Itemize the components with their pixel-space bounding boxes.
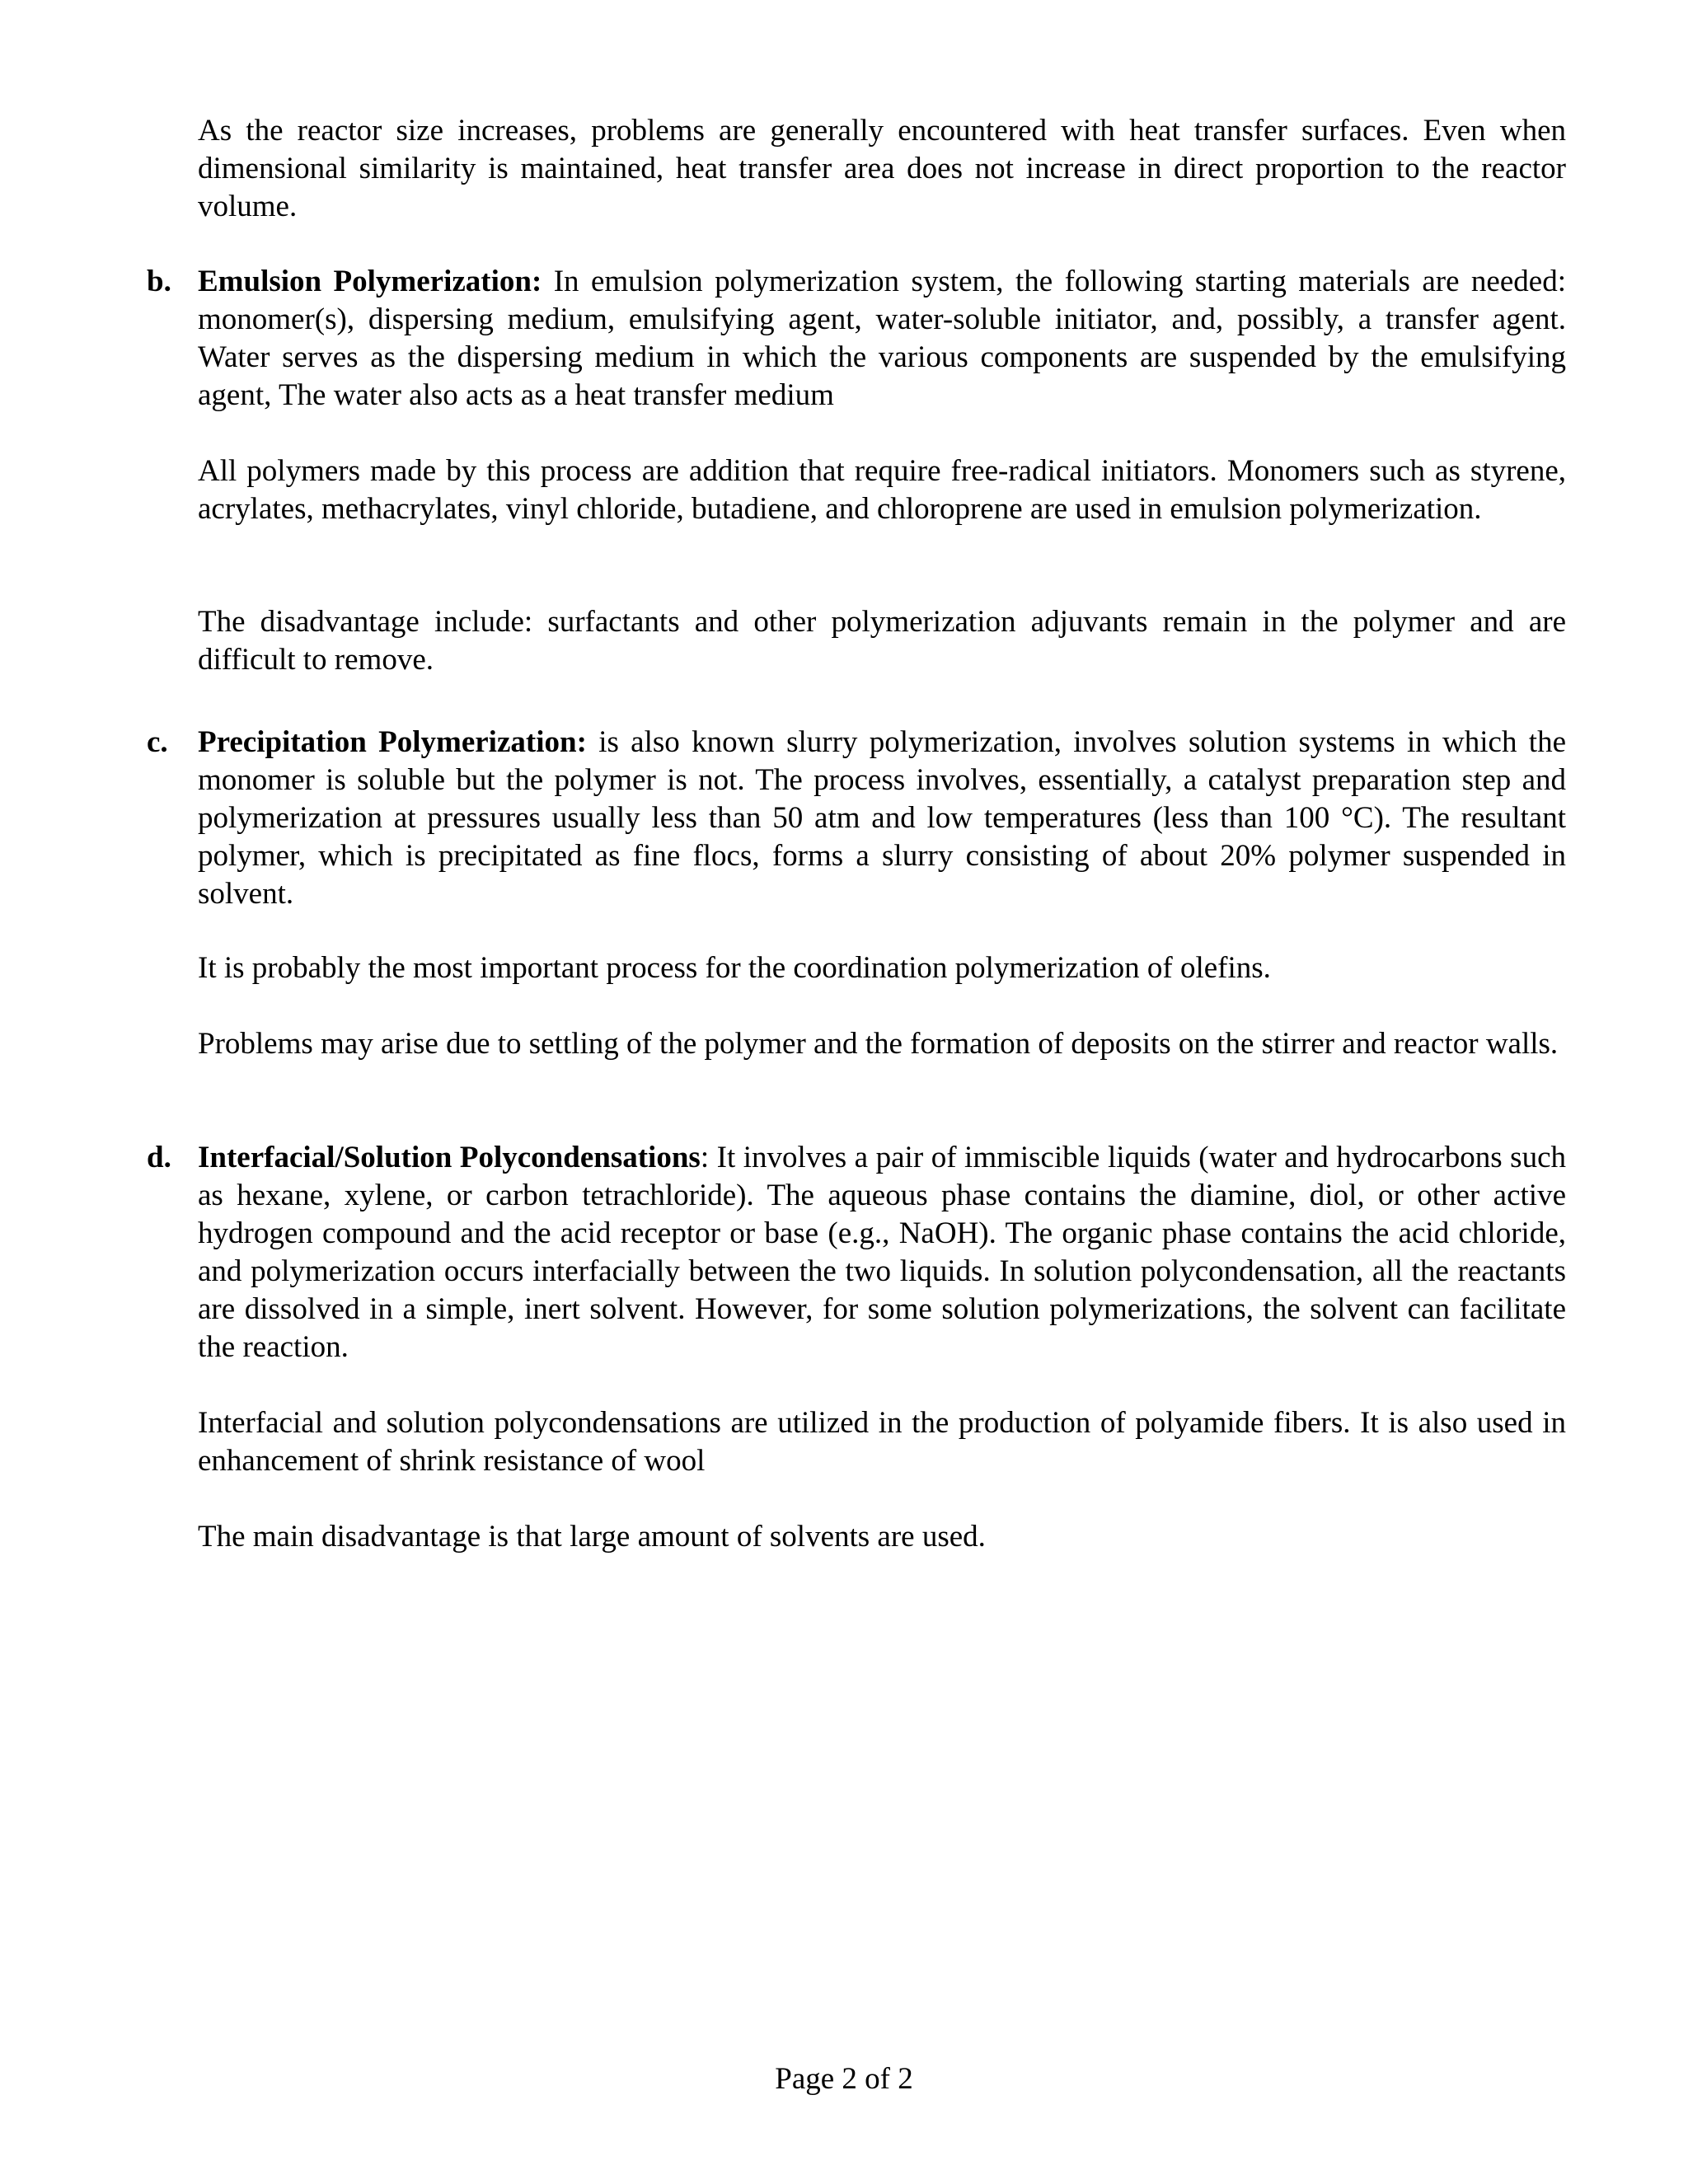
section-text-precipitation: is also known slurry polymerization, involves solution systems in which the monomer is soluble but the polymer is not. The process involves, essentially, a catalyst preparation step and polymerization at pressures usually less than 50 atm and low temperatures (less than 100 °C). The resultant polymer, which is precipitated as fine flocs, forms a slurry consisting of about 20% polymer suspended in solvent. [198,725,1566,911]
section-title-precipitation: Precipitation Polymerization: [198,725,587,759]
section-precipitation-polymerization [198,724,1566,913]
list-marker-b: b. [147,265,171,298]
paragraph-emulsion-disadvantage: The disadvantage include: surfactants and other polymerization adjuvants remain in the polymer and are difficult to remove. [198,605,1566,677]
paragraph-interfacial-uses: Interfacial and solution polycondensations are utilized in the production of polyamide fibers. It is also used in enhancement of shrink resistance of wool [198,1406,1566,1478]
list-marker-c: c. [147,725,168,759]
paragraph-precipitation-problems: Problems may arise due to settling of the polymer and the formation of deposits on the stirrer and reactor walls. [198,1027,1559,1061]
section-title-interfacial: Interfacial/Solution Polycondensations [198,1141,701,1174]
section-emulsion-polymerization [198,263,1566,415]
paragraph-interfacial-disadvantage: The main disadvantage is that large amount of solvents are used. [198,1520,986,1554]
paragraph-precipitation-olefins: It is probably the most important process for the coordination polymerization of olefins. [198,951,1271,985]
section-interfacial-polycondensations [198,1139,1566,1366]
paragraph-emulsion-monomers: All polymers made by this process are addition that require free-radical initiators. Monomers such as styrene, acrylates, methacrylates, vinyl chloride, butadiene, and chloroprene are used in emulsion polymerization. [198,454,1566,526]
section-title-emulsion: Emulsion Polymerization: [198,265,542,298]
paragraph-reactor-size: As the reactor size increases, problems are generally encountered with heat transfer surfaces. Even when dimensional similarity is maintained, heat transfer area does not increase in direct proportion to the reactor volume. [198,114,1566,223]
section-text-emulsion: In emulsion polymerization system, the following starting materials are needed: monomer(s), dispersing medium, emulsifying agent, water-soluble initiator, and, possibly, a transfer agent. Water serves as the dispersing medium in which the various components are suspended by the emulsifying agent, The water also acts as a heat transfer medium [198,265,1566,412]
list-marker-d: d. [147,1141,171,1174]
section-text-interfacial: : It involves a pair of immiscible liquids (water and hydrocarbons such as hexane, xylene, or carbon tetrachloride). The aqueous phase contains the diamine, diol, or other active hydrogen compound and the acid receptor or base (e.g., NaOH). The organic phase contains the acid chloride, and polymerization occurs interfacially between the two liquids. In solution polycondensation, all the reactants are dissolved in a simple, inert solvent. However, for some solution polymerizations, the solvent can facilitate the reaction. [198,1141,1566,1364]
page-footer: Page 2 of 2 [775,2062,913,2096]
